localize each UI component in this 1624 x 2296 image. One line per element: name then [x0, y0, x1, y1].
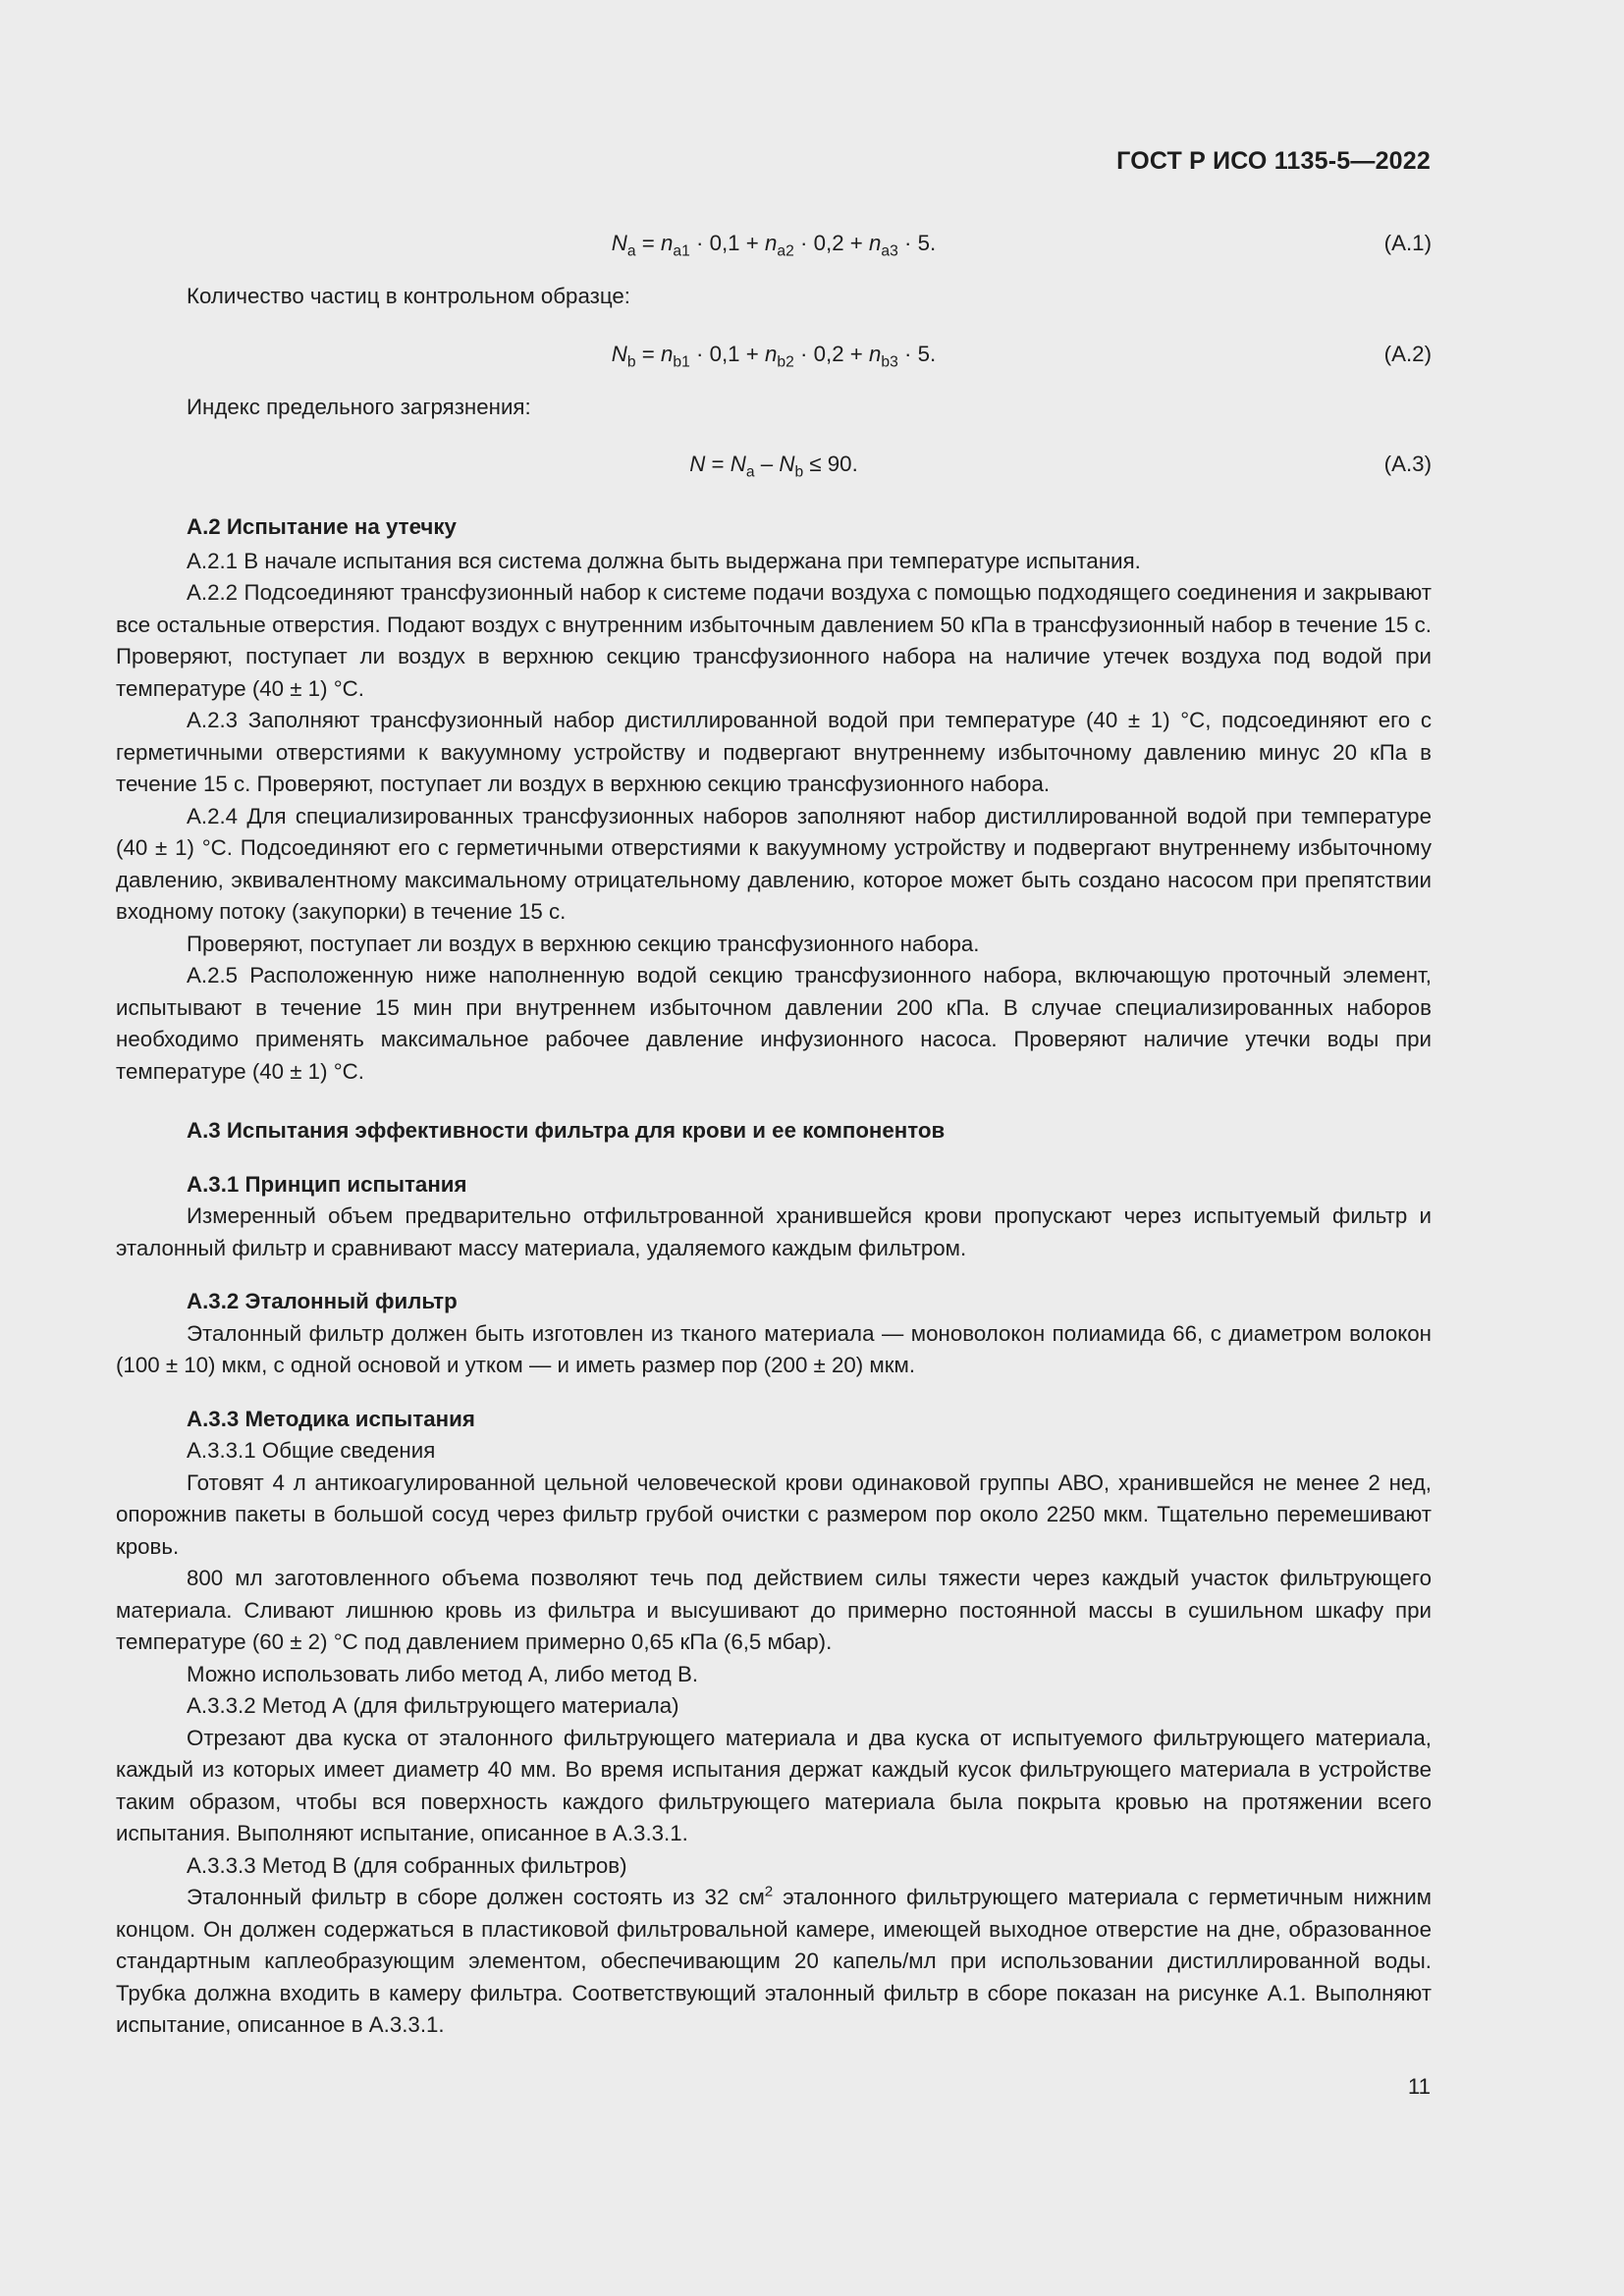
subsection-a3-2-title: А.3.2 Эталонный фильтр: [187, 1289, 458, 1313]
formula-a3-expression: $N = N_a - N_b \le 90$.: [689, 452, 858, 481]
paragraph-a2-3: А.2.3 Заполняют трансфузионный набор дистиллированной водой при температуре (40 ± 1) °C, подсоединяют его с герметичными отверстиями к вакуумному устройству и подвергают внутреннему избыточному давлению минус 20 кПа в течение 15 с. Проверяют, поступает ли воздух в верхнюю секцию трансфузионного набора.: [116, 708, 1432, 796]
subsection-a3-1-title: А.3.1 Принцип испытания: [187, 1171, 467, 1197]
paragraph-contamination-index: Индекс предельного загрязнения:: [187, 394, 531, 419]
formula-a2-number: (A.2): [1383, 341, 1432, 366]
formula-a1: [116, 224, 1432, 263]
document-body: [116, 222, 1432, 2042]
paragraph-a3-3-2: Отрезают два куска от эталонного фильтрующего материала и два куска от испытуемого фильтрующего материала, каждый из которых имеет диаметр 40 мм. Во время испытания держат каждый кусок фильтрующего материала в устройстве таким образом, чтобы вся поверхность каждого фильтрующего материала была покрыта кровью на протяжении всего испытания. Выполняют испытание, описанное в А.3.3.1.: [116, 1725, 1432, 1845]
formula-a2-expression: $N_b = n_{b1} \cdot 0,1 + n_{b2} \cdot 0,2 + n_{b3} \cdot 5$.: [611, 341, 937, 370]
formula-a3: [116, 445, 1432, 484]
subsection-a3-3-2-title: А.3.3.2 Метод А (для фильтрующего материала): [187, 1693, 679, 1718]
page-number: 11: [1407, 2074, 1431, 2099]
paragraph-a2-2: А.2.2 Подсоединяют трансфузионный набор к системе подачи воздуха с помощью подходящего соединения и закрывают все остальные отверстия. Подают воздух с внутренним избыточным давлением 50 кПа в трансфузионный набор в течение 15 с. Проверяют, поступает ли воздух в верхнюю секцию трансфузионного набора на наличие утечек воздуха под водой при температуре (40 ± 1) °C.: [116, 580, 1432, 701]
formula-a3-number: (A.3): [1383, 452, 1432, 476]
section-a2-title: A.2 Испытание на утечку: [187, 514, 457, 539]
formula-a1-number: (A.1): [1383, 231, 1432, 255]
subsection-a3-3-3-title: А.3.3.3 Метод В (для собранных фильтров): [187, 1852, 627, 1878]
formula-a1-expression: $N_a = n_{a1} \cdot 0,1 + n_{a2} \cdot 0,2 + n_{a3} \cdot 5$.: [611, 231, 937, 260]
paragraph-a3-2: Эталонный фильтр должен быть изготовлен из тканого материала — моноволокон полиамида 66, с диаметром волокон (100 ± 10) мкм, с одной основой и утком — и иметь размер пор (200 ± 20) мкм.: [116, 1320, 1432, 1377]
paragraph-a3-3-1-method-choice: Можно использовать либо метод А, либо метод В.: [187, 1661, 699, 1686]
paragraph-a2-4: А.2.4 Для специализированных трансфузионных наборов заполняют набор дистиллированной водой при температуре (40 ± 1) °C. Подсоединяют его с герметичными отверстиями к вакуумному устройству и подвергают внутреннему избыточному давлению, эквивалентному максимальному отрицательному давлению, которое может быть создано насосом при препятствии входному потоку (закупорки) в течение 15 с.: [116, 803, 1432, 924]
paragraph-a2-4-check: Проверяют, поступает ли воздух в верхнюю секцию трансфузионного набора.: [187, 931, 980, 956]
subsection-a3-3-title: А.3.3 Методика испытания: [187, 1406, 475, 1431]
paragraph-a3-3-1-prepare: Готовят 4 л антикоагулированной цельной человеческой крови одинаковой группы АВО, хранившейся не менее 2 нед, опорожнив пакеты в большой сосуд через фильтр грубой очистки с размером пор около 2250 мкм. Тщательно перемешивают кровь.: [116, 1469, 1432, 1559]
section-a3-title: A.3 Испытания эффективности фильтра для крови и ее компонентов: [187, 1118, 946, 1143]
subsection-a3-3-1-title: А.3.3.1 Общие сведения: [187, 1438, 436, 1463]
document-header: ГОСТ Р ИСО 1135-5—2022: [1116, 147, 1431, 175]
paragraph-control-sample: Количество частиц в контрольном образце:: [187, 284, 630, 308]
paragraph-a2-5: А.2.5 Расположенную ниже наполненную водой секцию трансфузионного набора, включающую проточный элемент, испытывают в течение 15 мин при внутреннем избыточном давлении 200 кПа. В случае специализированных наборов необходимо применять максимальное рабочее давление инфузионного насоса. Проверяют наличие утечки воды при температуре (40 ± 1) °C.: [116, 963, 1432, 1084]
paragraph-a3-1: Измеренный объем предварительно отфильтрованной хранившейся крови пропускают через испытуемый фильтр и эталонный фильтр и сравнивают массу материала, удаляемого каждым фильтром.: [116, 1203, 1432, 1260]
paragraph-a3-3-1-flow: 800 мл заготовленного объема позволяют течь под действием силы тяжести через каждый участок фильтрующего материала. Сливают лишнюю кровь из фильтра и высушивают до примерно постоянной массы в сушильном шкафу при температуре (60 ± 2) °C под давлением примерно 0,65 кПа (6,5 мбар).: [116, 1566, 1432, 1654]
paragraph-a3-3-3: Эталонный фильтр в сборе должен состоять из 32 $см^2$ эталонного фильтрующего материала с герметичным нижним концом. Он должен содержаться в пластиковой фильтровальной камере, имеющей выходное отверстие на дне, образованное стандартным каплеобразующим элементом, обеспечивающим 20 капель/мл при использовании дистиллированной воды. Трубка должна входить в камеру фильтра. Соответствующий эталонный фильтр в сборе показан на рисунке А.1. Выполняют испытание, описанное в А.3.3.1.: [116, 1883, 1432, 2037]
paragraph-a2-1: А.2.1 В начале испытания вся система должна быть выдержана при температуре испытания.: [187, 548, 1141, 573]
formula-a2: [116, 335, 1432, 374]
